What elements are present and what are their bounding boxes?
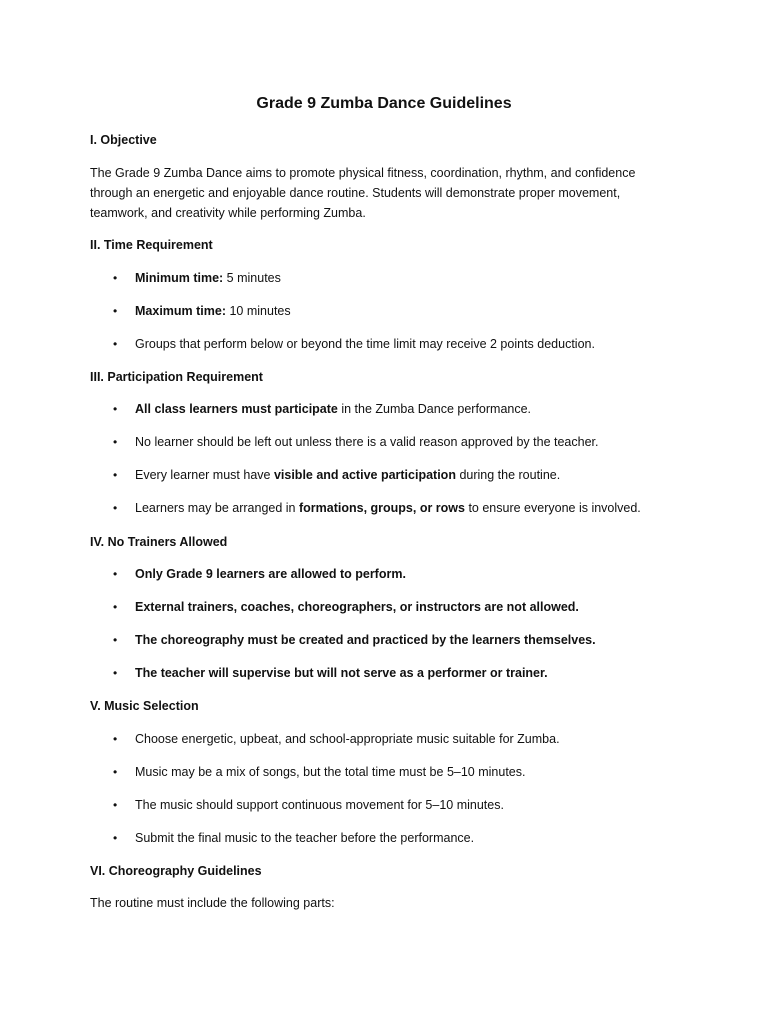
bullet: • — [113, 501, 118, 515]
section-heading-music: V. Music Selection — [90, 699, 199, 713]
bullet: • — [113, 567, 118, 581]
bullet: • — [113, 337, 118, 351]
list-item: • The choreography must be created and practiced by the learners themselves. — [113, 633, 596, 647]
list-item: • Learners may be arranged in formations, groups, or rows to ensure everyone is involved. — [113, 501, 641, 515]
bullet: • — [113, 732, 118, 746]
list-item: • Maximum time: 10 minutes — [113, 304, 291, 318]
section-heading-no-trainers: IV. No Trainers Allowed — [90, 535, 228, 549]
list-item: • Groups that perform below or beyond the time limit may receive 2 points deduction. — [113, 337, 595, 351]
list-item: • External trainers, coaches, choreographers, or instructors are not allowed. — [113, 600, 579, 614]
section-heading-time-requirement: II. Time Requirement — [90, 238, 213, 252]
bullet: • — [113, 666, 118, 680]
list-item: • Minimum time: 5 minutes — [113, 271, 281, 285]
bullet: • — [113, 304, 118, 318]
bullet: • — [113, 798, 118, 812]
bullet: • — [113, 271, 118, 285]
list-item: • Music may be a mix of songs, but the total time must be 5–10 minutes. — [113, 765, 526, 779]
list-item: • Only Grade 9 learners are allowed to perform. — [113, 567, 406, 581]
bullet: • — [113, 765, 118, 779]
section-heading-objective: I. Objective — [90, 133, 157, 147]
list-item: • Every learner must have visible and active participation during the routine. — [113, 468, 561, 482]
section-heading-participation: III. Participation Requirement — [90, 370, 263, 384]
list-item: • The teacher will supervise but will not serve as a performer or trainer. — [113, 666, 548, 680]
bullet: • — [113, 600, 118, 614]
list-item: • Choose energetic, upbeat, and school-appropriate music suitable for Zumba. — [113, 732, 560, 746]
page-title: Grade 9 Zumba Dance Guidelines — [256, 95, 512, 112]
list-item: • Submit the final music to the teacher before the performance. — [113, 831, 475, 845]
bullet: • — [113, 633, 118, 647]
bullet: • — [113, 468, 118, 482]
section-heading-choreography: VI. Choreography Guidelines — [90, 864, 262, 878]
bullet: • — [113, 402, 118, 416]
objective-paragraph: The Grade 9 Zumba Dance aims to promote physical fitness, coordination, rhythm, and confidence through an energetic and enjoyable dance routine. Students will demonstrate proper movement, teamwork, and creativity while performing Zumba. — [90, 166, 636, 220]
list-item: • All class learners must participate in the Zumba Dance performance. — [113, 402, 532, 416]
bullet: • — [113, 435, 118, 449]
choreography-intro: The routine must include the following parts: — [90, 896, 335, 910]
list-item: • No learner should be left out unless there is a valid reason approved by the teacher. — [113, 435, 599, 449]
list-item: • The music should support continuous movement for 5–10 minutes. — [113, 798, 504, 812]
bullet: • — [113, 831, 118, 845]
